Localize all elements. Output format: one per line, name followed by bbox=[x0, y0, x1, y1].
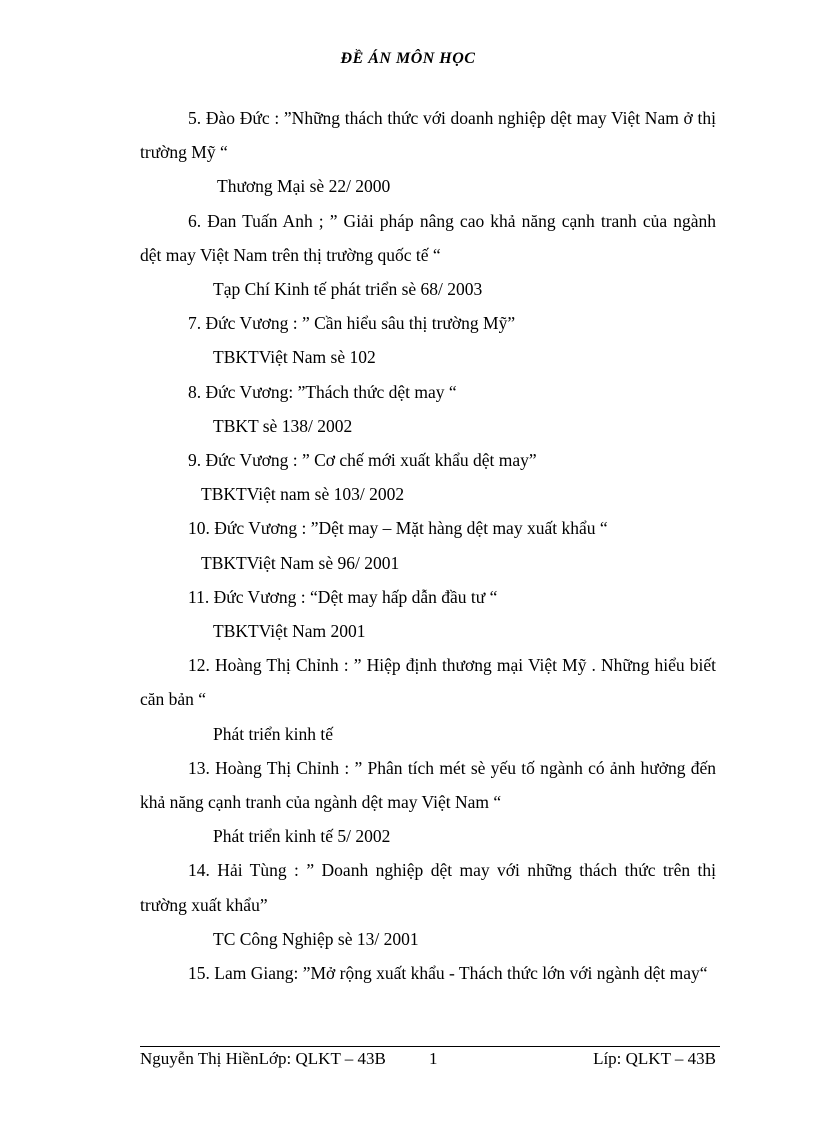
reference-title: 5. Đào Đức : ”Những thách thức với doanh nghiệp dệt may Việt Nam ở thị trường Mỹ “ bbox=[140, 108, 716, 163]
footer-class: Líp: QLKT – 43B bbox=[593, 1049, 716, 1068]
reference-source: TBKT sè 138/ 2002 bbox=[213, 415, 353, 436]
reference-title: 6. Đan Tuấn Anh ; ” Giải pháp nâng cao khả năng cạnh tranh của ngành dệt may Việt Nam trên thị trường quốc tế “ bbox=[140, 210, 716, 265]
page-number: 1 bbox=[429, 1049, 438, 1068]
reference-title: 7. Đức Vương : ” Cần hiểu sâu thị trường Mỹ” bbox=[188, 313, 516, 334]
reference-title: 9. Đức Vương : ” Cơ chế mới xuất khẩu dệt may” bbox=[188, 450, 537, 471]
reference-title: 13. Hoàng Thị Chỉnh : ” Phân tích mét sè yếu tố ngành có ảnh hưởng đến khả năng cạnh tranh của ngành dệt may Việt Nam “ bbox=[140, 757, 716, 813]
reference-source: TBKTViệt Nam sè 96/ 2001 bbox=[201, 552, 400, 573]
reference-title: 12. Hoàng Thị Chỉnh : ” Hiệp định thương mại Việt Mỹ . Những hiểu biết căn bản “ bbox=[140, 655, 716, 710]
reference-source: Phát triển kinh tế bbox=[213, 723, 334, 744]
reference-title: 14. Hải Tùng : ” Doanh nghiệp dệt may với những thách thức trên thị trường xuất khẩu” bbox=[140, 860, 716, 915]
reference-source: Thương Mại sè 22/ 2000 bbox=[217, 176, 391, 197]
page-footer bbox=[140, 1049, 716, 1073]
reference-source: Tạp Chí Kinh tế phát triển sè 68/ 2003 bbox=[213, 279, 483, 300]
reference-source: TBKTViệt Nam sè 102 bbox=[213, 347, 376, 368]
footer-divider bbox=[140, 1046, 720, 1047]
reference-title: 11. Đức Vương : “Dệt may hấp dẫn đầu tư “ bbox=[188, 586, 498, 607]
reference-list bbox=[140, 101, 716, 990]
footer-author: Nguyễn Thị HiềnLớp: QLKT – 43B bbox=[140, 1049, 386, 1068]
reference-source: TBKTViệt nam sè 103/ 2002 bbox=[201, 484, 405, 505]
reference-title: 10. Đức Vương : ”Dệt may – Mặt hàng dệt may xuất khẩu “ bbox=[188, 518, 608, 539]
reference-source: TC Công Nghiệp sè 13/ 2001 bbox=[213, 928, 419, 949]
reference-title: 15. Lam Giang: ”Mở rộng xuất khẩu - Thách thức lớn với ngành dệt may“ bbox=[188, 963, 708, 984]
reference-title: 8. Đức Vương: ”Thách thức dệt may “ bbox=[188, 381, 457, 402]
page-title: ĐỀ ÁN MÔN HỌC bbox=[340, 50, 476, 67]
reference-source: TBKTViệt Nam 2001 bbox=[213, 621, 366, 642]
reference-source: Phát triển kinh tế 5/ 2002 bbox=[213, 826, 391, 847]
